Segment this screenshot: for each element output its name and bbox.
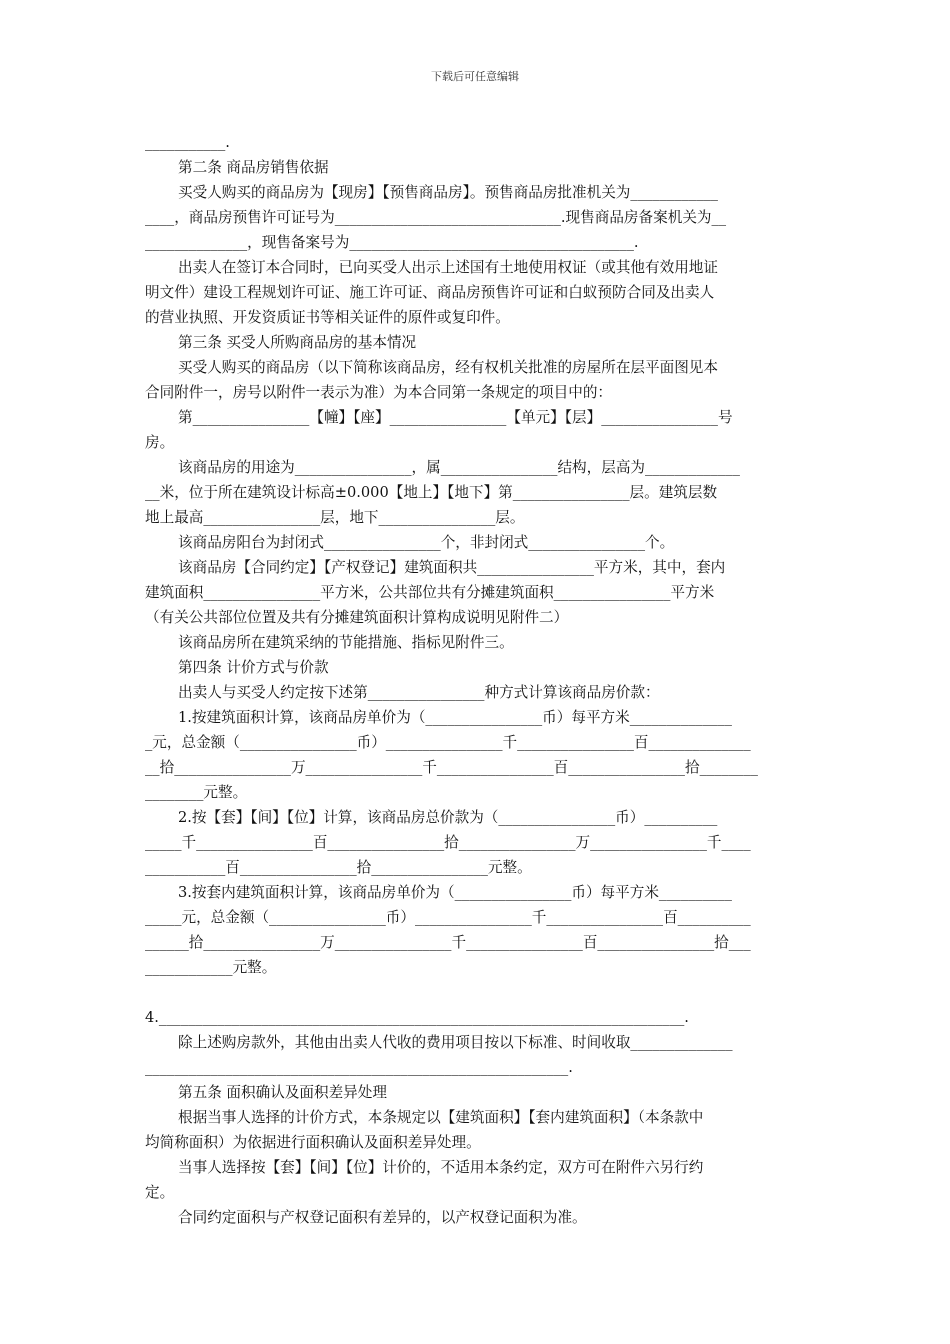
text-line: 房。 [145,434,175,451]
text-line: 买受人购买的商品房为【现房】【预售商品房】。预售商品房批准机关为____________ [178,184,718,201]
text-line: 2.按【套】【间】【位】计算，该商品房总价款为（________________币）__________ [178,809,718,826]
text-line: 1.按建筑面积计算，该商品房单价为（________________币）每平方米______________ [178,709,732,726]
text-line: 该商品房【合同约定】【产权登记】建筑面积共________________平方米，其中，套内 [178,559,726,576]
text-line: 该商品房阳台为封闭式________________个，非封闭式________________个。 [178,534,675,551]
text-line: _____元，总金额（________________币）________________千________________百__________ [145,909,751,926]
text-line: __米，位于所在建筑设计标高±0.000【地上】【地下】第________________层。建筑层数 [145,484,718,501]
text-line: 出卖人与买受人约定按下述第________________种方式计算该商品房价款： [178,684,660,701]
contract-body [145,130,807,1230]
text-line: 定。 [145,1184,175,1201]
text-line: 第二条 商品房销售依据 [178,159,329,176]
text-line: 第三条 买受人所购商品房的基本情况 [178,334,417,351]
text-line: 出卖人在签订本合同时，已向买受人出示上述国有土地使用权证（或其他有效用地证 [178,259,718,276]
text-line: 均简称面积）为依据进行面积确认及面积差异处理。 [145,1134,481,1151]
text-line: 根据当事人选择的计价方式，本条规定以【建筑面积】【套内建筑面积】（本条款中 [178,1109,704,1126]
text-line: 建筑面积________________平方米，公共部位共有分摊建筑面积________________平方米 [145,584,715,601]
blank-line [145,980,807,1005]
text-line: ___________. [145,134,230,151]
text-line: __________________________________________________________. [145,1059,573,1076]
text-line: __拾________________万________________千________________百________________拾________ [145,759,758,776]
text-line: 买受人购买的商品房（以下简称该商品房，经有权机关批准的房屋所在层平面图见本 [178,359,718,376]
text-line: 合同附件一，房号以附件一表示为准）为本合同第一条规定的项目中的： [145,384,613,401]
text-line: 该商品房的用途为________________，属________________结构，层高为_____________ [178,459,740,476]
text-line: ___________百________________拾________________元整。 [145,859,532,876]
text-line: 3.按套内建筑面积计算，该商品房单价为（________________币）每平方米__________ [178,884,732,901]
text-line: 明文件）建设工程规划许可证、施工许可证、商品房预售许可证和白蚁预防合同及出卖人 [145,284,715,301]
text-line: ________元整。 [145,784,248,801]
text-line: 第五条 面积确认及面积差异处理 [178,1084,387,1101]
text-line: 合同约定面积与产权登记面积有差异的，以产权登记面积为准。 [178,1209,587,1226]
text-line: 当事人选择按【套】【间】【位】计价的，不适用本条约定，双方可在附件六另行约 [178,1159,704,1176]
text-line: ____，商品房预售许可证号为_______________________________.现售商品房备案机关为__ [145,209,727,226]
text-line: 除上述购房款外，其他由出卖人代收的费用项目按以下标准、时间收取______________ [178,1034,733,1051]
text-line: ____________元整。 [145,959,277,976]
text-line: ______拾________________万________________千________________百________________拾___ [145,934,751,951]
text-line: ______________，现售备案号为_______________________________________. [145,234,639,251]
text-line: 4.________________________________________________________________________. [145,1009,689,1026]
text-line: _元，总金额（________________币）________________千________________百______________ [145,734,751,751]
page-header: 下载后可任意编辑 [431,70,519,83]
text-line: 地上最高________________层，地下________________层。 [145,509,525,526]
text-line: _____千________________百________________拾________________万________________千____ [145,834,751,851]
text-line: 第________________【幢】【座】________________【单元】【层】________________号 [178,409,733,426]
text-line: 该商品房所在建筑采纳的节能措施、指标见附件三。 [178,634,514,651]
text-line: 第四条 计价方式与价款 [178,659,329,676]
text-line: （有关公共部位位置及共有分摊建筑面积计算构成说明见附件二） [145,609,569,626]
text-line: 的营业执照、开发资质证书等相关证件的原件或复印件。 [145,309,510,326]
